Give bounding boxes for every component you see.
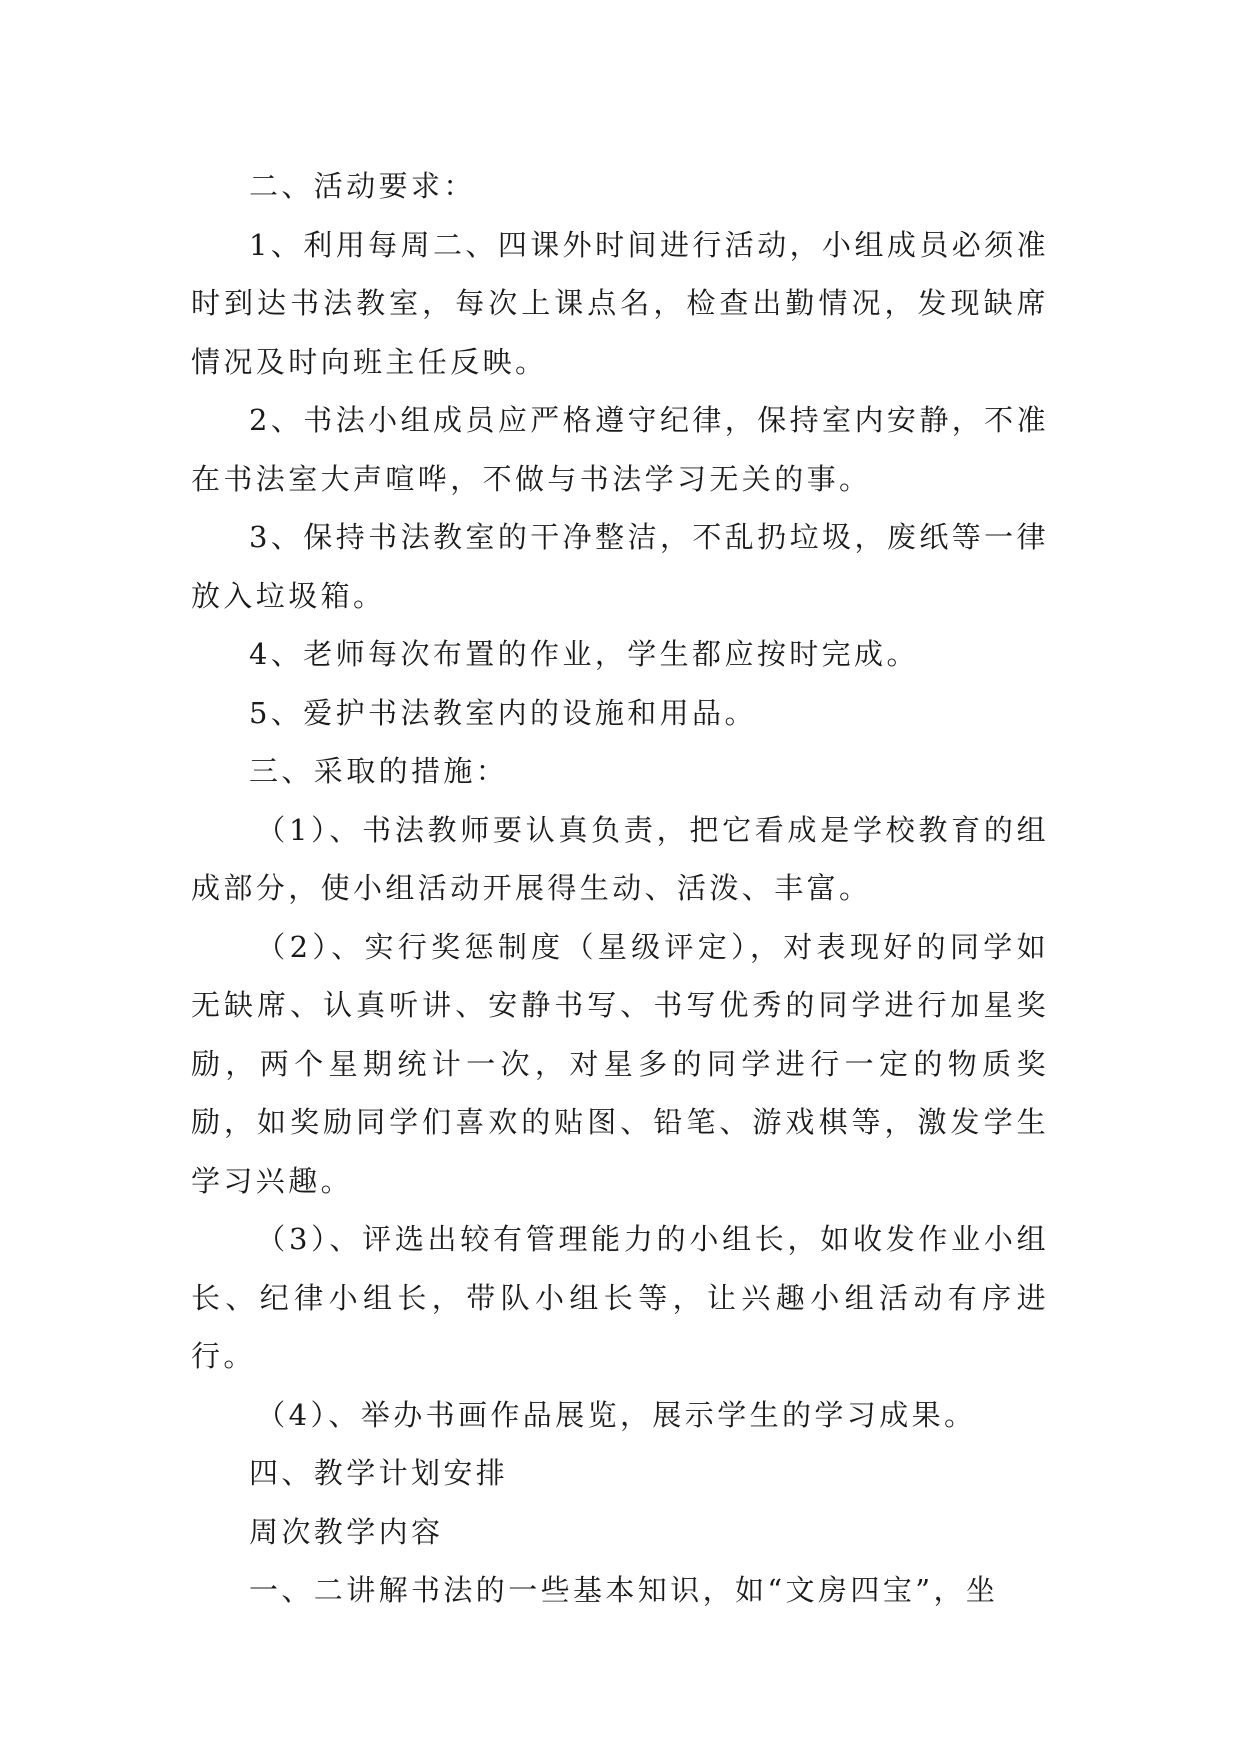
section-heading-teaching-plan: 四、教学计划安排: [249, 1456, 509, 1490]
paragraph-measure-3: （3）、评选出较有管理能力的小组长，如收发作业小组长、纪律小组长，带队小组长等，让兴趣小组活动有序进行。: [191, 1222, 1049, 1373]
paragraph-measure-4: （4）、举办书画作品展览，展示学生的学习成果。: [256, 1397, 977, 1432]
document-body: [191, 157, 1049, 1620]
paragraph-week-1-2: 一、二讲解书法的一些基本知识，如“文房四宝”，坐: [249, 1573, 999, 1607]
paragraph-requirement-1: 1、利用每周二、四课外时间进行活动，小组成员必须准时到达书法教室，每次上课点名，检查出勤情况，发现缺席情况及时向班主任反映。: [191, 227, 1049, 379]
paragraph-requirement-2: 2、书法小组成员应严格遵守纪律，保持室内安静，不准在书法室大声喧哗，不做与书法学习无关的事。: [191, 403, 1049, 496]
paragraph-measure-2: （2）、实行奖惩制度（星级评定），对表现好的同学如无缺席、认真听讲、安静书写、书写优秀的同学进行加星奖励，两个星期统计一次，对星多的同学进行一定的物质奖励，如奖励同学们喜欢的贴图、铅笔、游戏棋等，激发学生学习兴趣。: [191, 929, 1049, 1198]
paragraph-requirement-4: 4、老师每次布置的作业，学生都应按时完成。: [249, 637, 919, 671]
paragraph-requirement-3: 3、保持书法教室的干净整洁，不乱扔垃圾，废纸等一律放入垃圾箱。: [191, 520, 1049, 613]
section-heading-activity-requirements: 二、活动要求：: [249, 169, 476, 203]
section-heading-measures: 三、采取的措施：: [249, 754, 509, 788]
paragraph-requirement-5: 5、爱护书法教室内的设施和用品。: [249, 695, 757, 730]
paragraph-week-content-header: 周次教学内容: [249, 1514, 444, 1549]
paragraph-measure-1: （1）、书法教师要认真负责，把它看成是学校教育的组成部分，使小组活动开展得生动、活泼、丰富。: [191, 812, 1049, 905]
